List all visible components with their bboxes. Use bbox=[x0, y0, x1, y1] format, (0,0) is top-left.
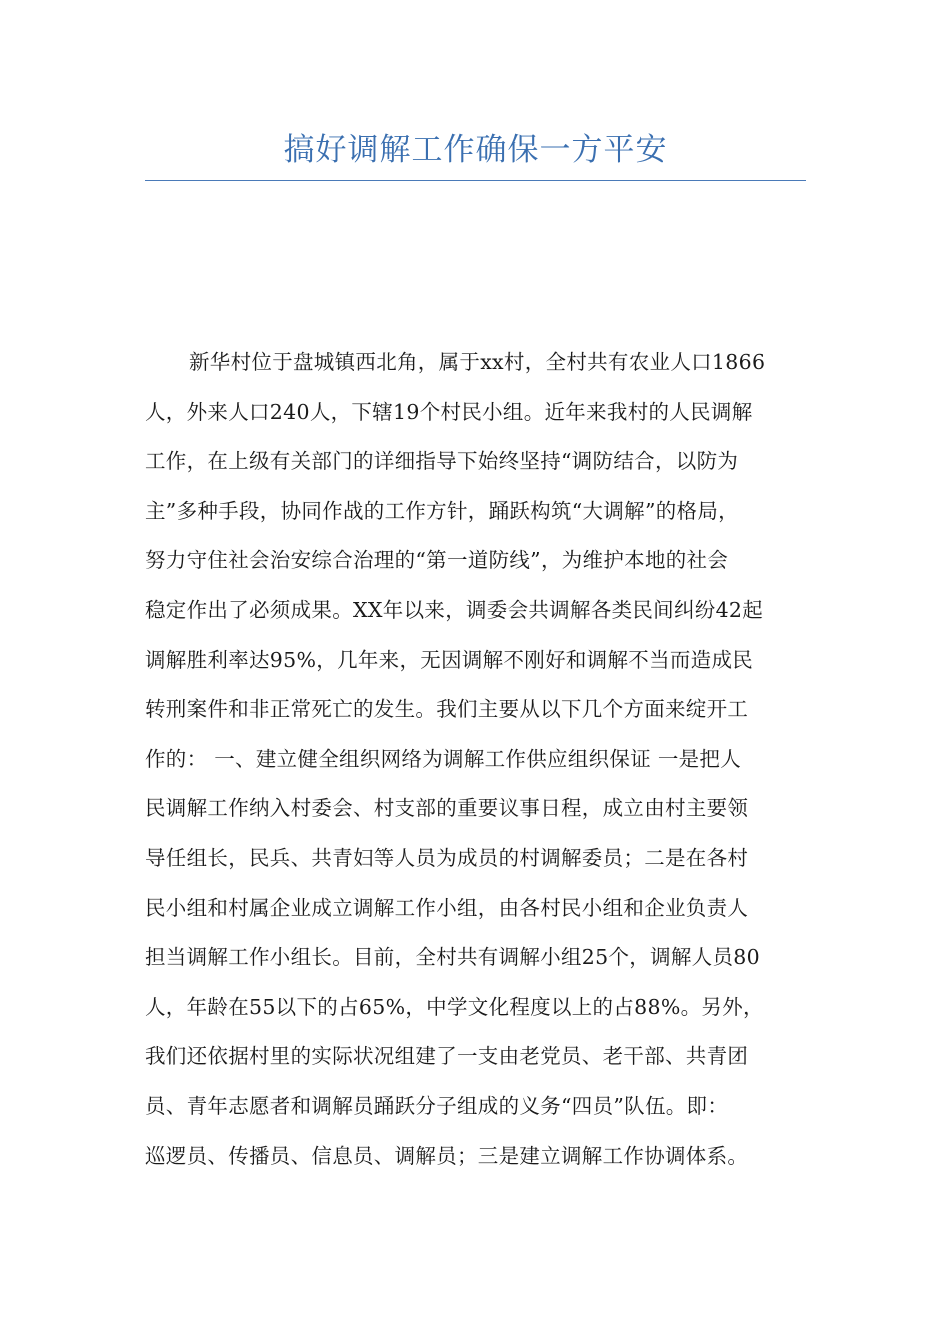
text-line: 作的： 一、建立健全组织网络为调解工作供应组织保证 一是把人 bbox=[145, 746, 742, 771]
text-line: 导任组长，民兵、共青妇等人员为成员的村调解委员；二是在各村 bbox=[145, 845, 749, 870]
text-line: 努力守住社会治安综合治理的“第一道防线”，为维护本地的社会 bbox=[145, 548, 729, 573]
text-line: 新华村位于盘城镇西北角，属于xx村，全村共有农业人口1866 bbox=[189, 350, 766, 374]
title-underline bbox=[145, 180, 806, 181]
text-line: 巡逻员、传播员、信息员、调解员；三是建立调解工作协调体系。 bbox=[145, 1143, 749, 1168]
text-line: 员、青年志愿者和调解员踊跃分子组成的义务“四员”队伍。即： bbox=[145, 1093, 729, 1118]
text-line: 稳定作出了必须成果。XX年以来，调委会共调解各类民间纠纷42起 bbox=[145, 597, 764, 622]
text-line: 调解胜利率达95%，几年来，无因调解不刚好和调解不当而造成民 bbox=[145, 647, 754, 672]
text-line: 主”多种手段，协同作战的工作方针，踊跃构筑“大调解”的格局， bbox=[145, 498, 739, 523]
text-line: 人，外来人口240人，下辖19个村民小组。近年来我村的人民调解 bbox=[145, 399, 753, 424]
text-line: 人，年龄在55以下的占65%，中学文化程度以上的占88%。另外， bbox=[145, 994, 764, 1019]
text-line: 转刑案件和非正常死亡的发生。我们主要从以下几个方面来绽开工 bbox=[145, 697, 749, 722]
text-line: 民调解工作纳入村委会、村支部的重要议事日程，成立由村主要领 bbox=[145, 796, 749, 821]
body-paragraph bbox=[145, 338, 810, 1181]
text-line: 我们还依据村里的实际状况组建了一支由老党员、老干部、共青团 bbox=[145, 1044, 749, 1069]
text-line: 工作，在上级有关部门的详细指导下始终坚持“调防结合，以防为 bbox=[145, 449, 739, 474]
document-title: 搞好调解工作确保一方平安 bbox=[283, 132, 668, 168]
text-line: 担当调解工作小组长。目前，全村共有调解小组25个，调解人员80 bbox=[145, 945, 760, 970]
text-line: 民小组和村属企业成立调解工作小组，由各村民小组和企业负责人 bbox=[145, 895, 749, 920]
